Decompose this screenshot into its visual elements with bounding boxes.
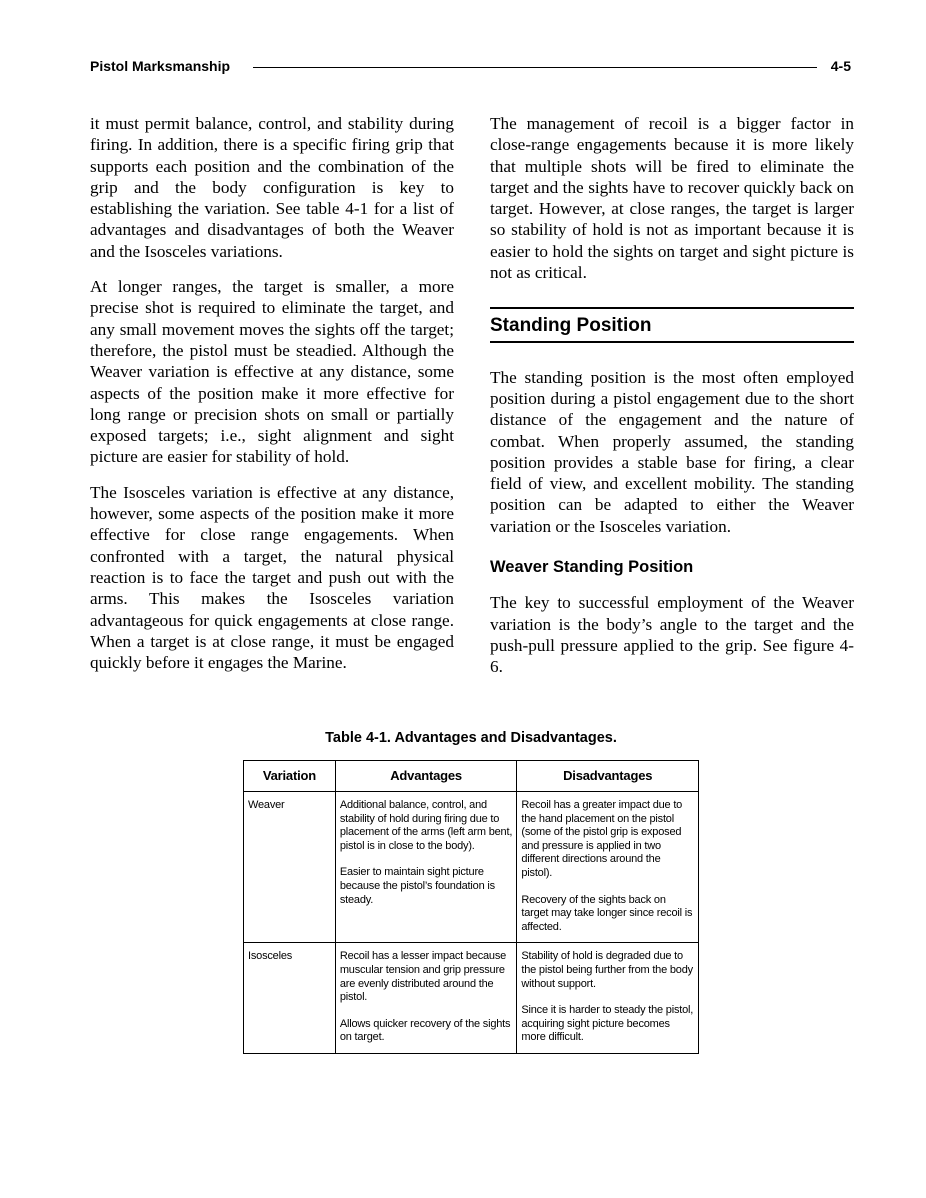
- paragraph: The key to successful employment of the Weaver variation is the body’s angle to the target and the push-pull pressure applied to the grip. See figure 4-6.: [490, 593, 854, 677]
- cell-paragraph: Allows quicker recovery of the sights on target.: [339, 1017, 511, 1044]
- cell-paragraph: Stability of hold is degraded due to the pistol being further from the body without support.: [521, 950, 693, 990]
- cell-paragraph: Easier to maintain sight picture because the pistol’s foundation is steady.: [339, 866, 495, 906]
- cell-paragraph: Recoil has a lesser impact because muscular tension and grip pressure are evenly distributed around the pistol.: [339, 950, 507, 1004]
- section-rule-bottom: [490, 341, 854, 343]
- table-row: [244, 792, 699, 943]
- column-header: Disadvantages: [517, 761, 699, 792]
- chapter-title: Pistol Marksmanship: [90, 58, 231, 74]
- advantages-table: [243, 760, 699, 1054]
- page-number: 4-5: [830, 58, 851, 74]
- running-header: [90, 58, 851, 80]
- paragraph: The management of recoil is a bigger factor in close-range engagements because it is more likely that multiple shots will be fired to eliminate the target and the sights have to recover quickly back on target. However, at close ranges, the target is larger so stability of hold is not as important because it is easier to hold the sights on target and sight picture is not as critical.: [490, 114, 854, 283]
- variation-cell: Weaver: [244, 792, 336, 943]
- variation-cell: Isosceles: [244, 943, 336, 1054]
- disadvantages-cell: [517, 792, 699, 943]
- paragraph: it must permit balance, control, and stability during firing. In addition, there is a specific firing grip that supports each position and the combination of the grip and the body configuration is key to establishing the variation. See table 4-1 for a list of advantages and disadvantages of both the Weaver and the Isosceles variations.: [90, 114, 454, 261]
- cell-paragraph: Recovery of the sights back on target may take longer since recoil is affected.: [521, 893, 693, 933]
- column-header: Advantages: [335, 761, 517, 792]
- paragraph: The Isosceles variation is effective at any distance, however, some aspects of the position make it more effective for close range engagements. When confronted with a target, the natural physical reaction is to face the target and push out with the arms. This makes the Isosceles variation advantageous for quick engagements at close range. When a target is at close range, it must be engaged quickly before it engages the Marine.: [90, 482, 454, 673]
- column-header: Variation: [244, 761, 336, 792]
- paragraph: The standing position is the most often employed position during a pistol engagement due to the short distance of the engagement and the nature of combat. When properly assumed, the standing position provides a stable base for firing, a clear field of view, and excellent mobility. The standing position can be adapted to either the Weaver variation or the Isosceles variation.: [490, 367, 854, 536]
- table-row: [244, 943, 699, 1054]
- cell-paragraph: Additional balance, control, and stability of hold during firing due to placement of the arms (left arm bent, pistol is in close to the body).: [339, 799, 513, 852]
- advantages-cell: [335, 792, 517, 943]
- header-rule: [253, 67, 817, 68]
- paragraph: At longer ranges, the target is smaller, a more precise shot is required to eliminate the target, and any small movement moves the sights off the target; therefore, the pistol must be steadied. Although the Weaver variation is effective at any distance, some aspects of the position make it more effective for long range or precision shots on small or partially exposed targets; i.e., sight alignment and sight picture are easier for stability of hold.: [90, 277, 454, 467]
- section-heading: Standing Position: [490, 315, 652, 337]
- disadvantages-cell: [517, 943, 699, 1054]
- cell-paragraph: Since it is harder to steady the pistol, acquiring sight picture becomes more difficult.: [521, 1004, 694, 1044]
- advantages-cell: [335, 943, 517, 1054]
- subheading: Weaver Standing Position: [490, 558, 694, 577]
- table-header-row: [244, 761, 699, 792]
- table-caption: Table 4-1. Advantages and Disadvantages.: [325, 730, 617, 746]
- cell-paragraph: Recoil has a greater impact due to the hand placement on the pistol (some of the pistol grip is exposed and pressure is applied in two different directions around the pistol).: [521, 799, 683, 879]
- left-column: [90, 113, 454, 687]
- right-column: [490, 113, 854, 692]
